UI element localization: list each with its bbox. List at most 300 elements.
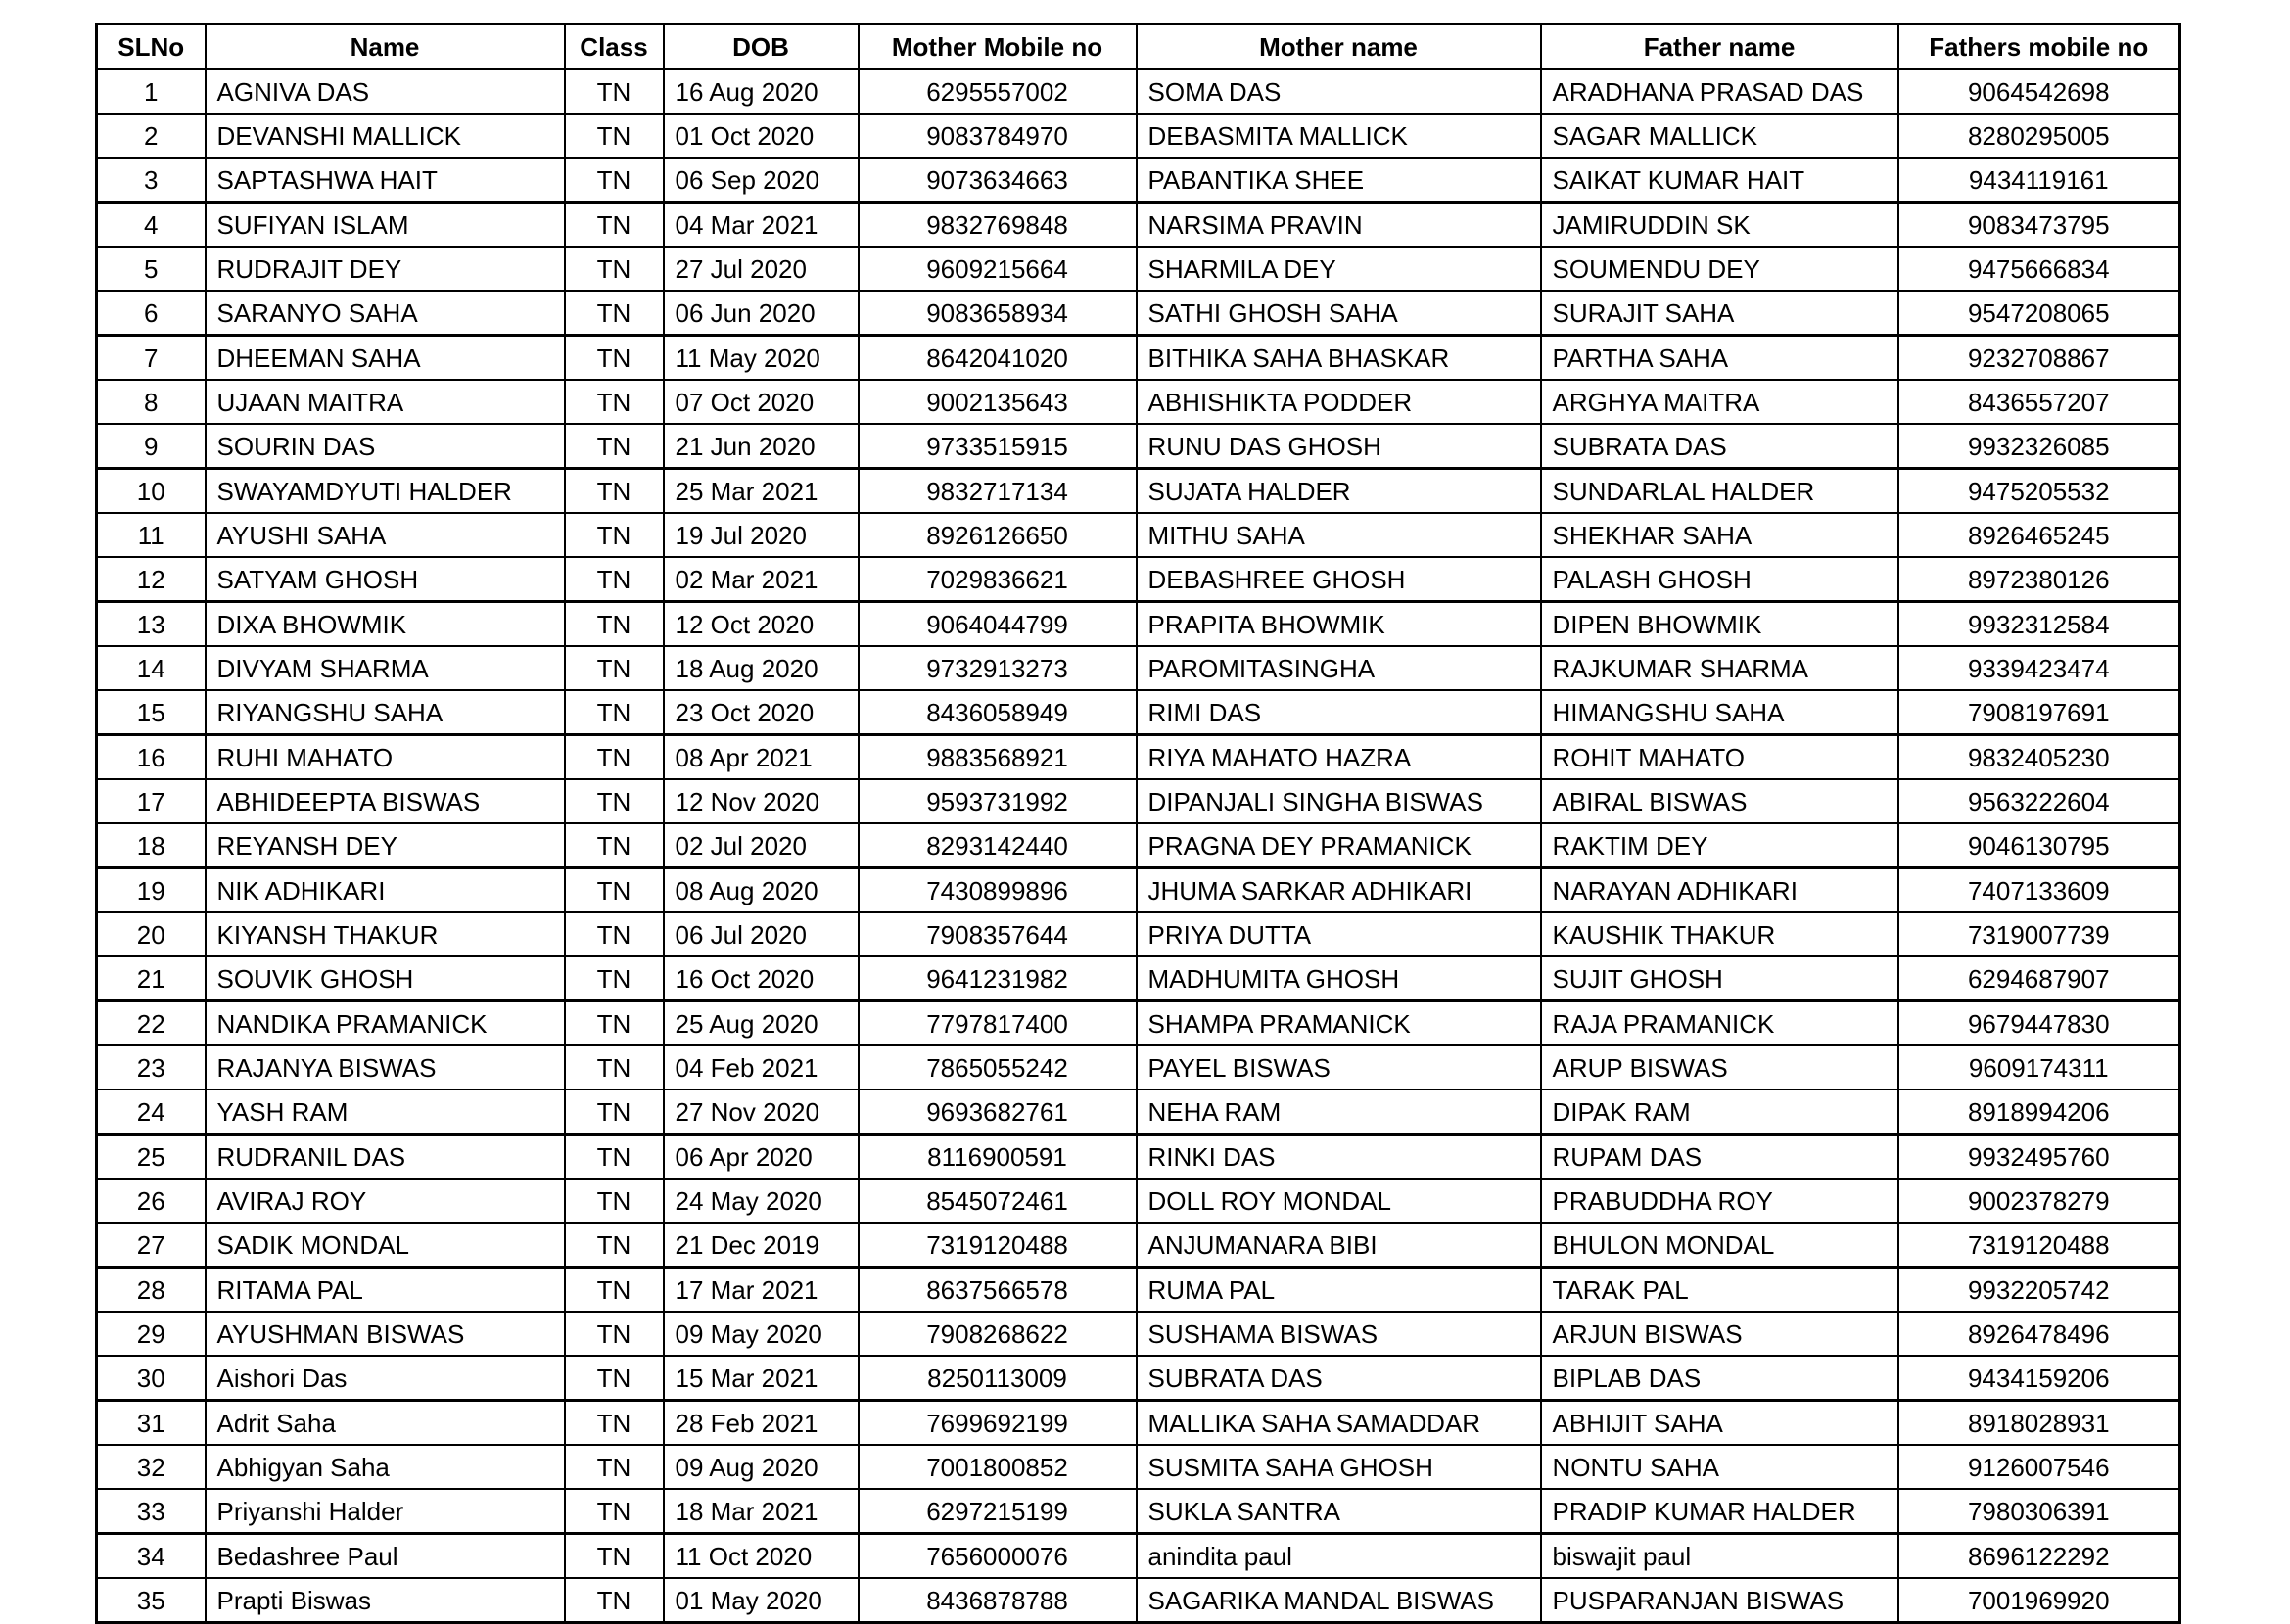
cell: TN bbox=[565, 70, 664, 115]
cell: 7319120488 bbox=[859, 1223, 1137, 1268]
col-header-name: Name bbox=[206, 24, 565, 70]
cell: 12 Oct 2020 bbox=[664, 602, 859, 647]
cell: 27 bbox=[97, 1223, 206, 1268]
cell: DOLL ROY MONDAL bbox=[1137, 1179, 1541, 1223]
cell: 8 bbox=[97, 380, 206, 424]
cell: ANJUMANARA BIBI bbox=[1137, 1223, 1541, 1268]
cell: PUSPARANJAN BISWAS bbox=[1541, 1578, 1898, 1623]
cell: 8280295005 bbox=[1898, 114, 2180, 158]
table-row bbox=[97, 1001, 2180, 1046]
table-row bbox=[97, 1401, 2180, 1446]
cell: PAYEL BISWAS bbox=[1137, 1045, 1541, 1090]
table-row bbox=[97, 336, 2180, 381]
cell: SAGARIKA MANDAL BISWAS bbox=[1137, 1578, 1541, 1623]
cell: 9733515915 bbox=[859, 424, 1137, 469]
table-row bbox=[97, 70, 2180, 115]
cell: 9932495760 bbox=[1898, 1135, 2180, 1180]
table-row bbox=[97, 602, 2180, 647]
cell: TN bbox=[565, 956, 664, 1001]
col-header-mother-name: Mother name bbox=[1137, 24, 1541, 70]
cell: 20 bbox=[97, 912, 206, 956]
cell: TN bbox=[565, 779, 664, 823]
cell: YASH RAM bbox=[206, 1090, 565, 1135]
cell: 7980306391 bbox=[1898, 1489, 2180, 1534]
cell: RUMA PAL bbox=[1137, 1268, 1541, 1313]
table-row bbox=[97, 735, 2180, 780]
table-row bbox=[97, 1578, 2180, 1623]
table-row bbox=[97, 1534, 2180, 1579]
cell: 10 bbox=[97, 469, 206, 514]
cell: 21 bbox=[97, 956, 206, 1001]
cell: 8436878788 bbox=[859, 1578, 1137, 1623]
cell: NARAYAN ADHIKARI bbox=[1541, 868, 1898, 913]
cell: 28 bbox=[97, 1268, 206, 1313]
cell: 29 bbox=[97, 1312, 206, 1356]
cell: ABHISHIKTA PODDER bbox=[1137, 380, 1541, 424]
cell: 06 Jul 2020 bbox=[664, 912, 859, 956]
cell: RUHI MAHATO bbox=[206, 735, 565, 780]
table-row bbox=[97, 247, 2180, 291]
cell: 18 Mar 2021 bbox=[664, 1489, 859, 1534]
table-row bbox=[97, 203, 2180, 248]
cell: SUJATA HALDER bbox=[1137, 469, 1541, 514]
cell: SUSHAMA BISWAS bbox=[1137, 1312, 1541, 1356]
cell: SUKLA SANTRA bbox=[1137, 1489, 1541, 1534]
cell: 18 bbox=[97, 823, 206, 868]
cell: KIYANSH THAKUR bbox=[206, 912, 565, 956]
cell: 16 Oct 2020 bbox=[664, 956, 859, 1001]
cell: 24 May 2020 bbox=[664, 1179, 859, 1223]
cell: 8637566578 bbox=[859, 1268, 1137, 1313]
cell: PRABUDDHA ROY bbox=[1541, 1179, 1898, 1223]
cell: SURAJIT SAHA bbox=[1541, 291, 1898, 336]
table-row bbox=[97, 1135, 2180, 1180]
cell: 9679447830 bbox=[1898, 1001, 2180, 1046]
cell: 9932205742 bbox=[1898, 1268, 2180, 1313]
cell: DHEEMAN SAHA bbox=[206, 336, 565, 381]
cell: 8972380126 bbox=[1898, 557, 2180, 602]
cell: AYUSHI SAHA bbox=[206, 513, 565, 557]
cell: DEBASMITA MALLICK bbox=[1137, 114, 1541, 158]
cell: 9609174311 bbox=[1898, 1045, 2180, 1090]
cell: TN bbox=[565, 1356, 664, 1401]
cell: 21 Jun 2020 bbox=[664, 424, 859, 469]
cell: SOUMENDU DEY bbox=[1541, 247, 1898, 291]
cell: PAROMITASINGHA bbox=[1137, 646, 1541, 690]
cell: TN bbox=[565, 557, 664, 602]
cell: TARAK PAL bbox=[1541, 1268, 1898, 1313]
cell: 9083658934 bbox=[859, 291, 1137, 336]
cell: MITHU SAHA bbox=[1137, 513, 1541, 557]
table-row bbox=[97, 1312, 2180, 1356]
cell: AYUSHMAN BISWAS bbox=[206, 1312, 565, 1356]
cell: 8926465245 bbox=[1898, 513, 2180, 557]
cell: SARANYO SAHA bbox=[206, 291, 565, 336]
cell: PARTHA SAHA bbox=[1541, 336, 1898, 381]
cell: 4 bbox=[97, 203, 206, 248]
col-header-class: Class bbox=[565, 24, 664, 70]
cell: 9732913273 bbox=[859, 646, 1137, 690]
cell: 12 Nov 2020 bbox=[664, 779, 859, 823]
cell: 7699692199 bbox=[859, 1401, 1137, 1446]
cell: 8696122292 bbox=[1898, 1534, 2180, 1579]
header-row bbox=[97, 24, 2180, 70]
cell: 21 Dec 2019 bbox=[664, 1223, 859, 1268]
cell: 13 bbox=[97, 602, 206, 647]
cell: 8918994206 bbox=[1898, 1090, 2180, 1135]
cell: DEBASHREE GHOSH bbox=[1137, 557, 1541, 602]
cell: RUNU DAS GHOSH bbox=[1137, 424, 1541, 469]
cell: TN bbox=[565, 1001, 664, 1046]
cell: 8436557207 bbox=[1898, 380, 2180, 424]
cell: RUDRAJIT DEY bbox=[206, 247, 565, 291]
cell: 9073634663 bbox=[859, 158, 1137, 203]
cell: 9475205532 bbox=[1898, 469, 2180, 514]
cell: SAGAR MALLICK bbox=[1541, 114, 1898, 158]
cell: 07 Oct 2020 bbox=[664, 380, 859, 424]
cell: ARGHYA MAITRA bbox=[1541, 380, 1898, 424]
cell: PABANTIKA SHEE bbox=[1137, 158, 1541, 203]
cell: 9547208065 bbox=[1898, 291, 2180, 336]
cell: TN bbox=[565, 1268, 664, 1313]
cell: SUSMITA SAHA GHOSH bbox=[1137, 1445, 1541, 1489]
cell: ABIRAL BISWAS bbox=[1541, 779, 1898, 823]
cell: 08 Aug 2020 bbox=[664, 868, 859, 913]
cell: 9064542698 bbox=[1898, 70, 2180, 115]
cell: 16 Aug 2020 bbox=[664, 70, 859, 115]
cell: SADIK MONDAL bbox=[206, 1223, 565, 1268]
table-body bbox=[97, 70, 2180, 1623]
cell: 7029836621 bbox=[859, 557, 1137, 602]
table-row bbox=[97, 646, 2180, 690]
cell: 27 Jul 2020 bbox=[664, 247, 859, 291]
cell: 9083784970 bbox=[859, 114, 1137, 158]
cell: PRIYA DUTTA bbox=[1137, 912, 1541, 956]
cell: 09 Aug 2020 bbox=[664, 1445, 859, 1489]
cell: REYANSH DEY bbox=[206, 823, 565, 868]
cell: PRADIP KUMAR HALDER bbox=[1541, 1489, 1898, 1534]
cell: SAIKAT KUMAR HAIT bbox=[1541, 158, 1898, 203]
cell: 9 bbox=[97, 424, 206, 469]
cell: 9832717134 bbox=[859, 469, 1137, 514]
cell: 01 Oct 2020 bbox=[664, 114, 859, 158]
cell: RAJA PRAMANICK bbox=[1541, 1001, 1898, 1046]
table-row bbox=[97, 1090, 2180, 1135]
col-header-slno: SLNo bbox=[97, 24, 206, 70]
cell: ARUP BISWAS bbox=[1541, 1045, 1898, 1090]
cell: 9475666834 bbox=[1898, 247, 2180, 291]
cell: SOURIN DAS bbox=[206, 424, 565, 469]
cell: TN bbox=[565, 1223, 664, 1268]
cell: TN bbox=[565, 1578, 664, 1623]
cell: 9232708867 bbox=[1898, 336, 2180, 381]
cell: biswajit paul bbox=[1541, 1534, 1898, 1579]
cell: DIXA BHOWMIK bbox=[206, 602, 565, 647]
cell: TN bbox=[565, 823, 664, 868]
cell: 02 Jul 2020 bbox=[664, 823, 859, 868]
cell: 02 Mar 2021 bbox=[664, 557, 859, 602]
cell: TN bbox=[565, 868, 664, 913]
cell: ROHIT MAHATO bbox=[1541, 735, 1898, 780]
cell: TN bbox=[565, 1534, 664, 1579]
table-row bbox=[97, 690, 2180, 735]
cell: 8293142440 bbox=[859, 823, 1137, 868]
cell: 22 bbox=[97, 1001, 206, 1046]
cell: TN bbox=[565, 380, 664, 424]
cell: 6 bbox=[97, 291, 206, 336]
cell: JHUMA SARKAR ADHIKARI bbox=[1137, 868, 1541, 913]
cell: 9002135643 bbox=[859, 380, 1137, 424]
cell: 15 Mar 2021 bbox=[664, 1356, 859, 1401]
cell: 3 bbox=[97, 158, 206, 203]
cell: 9046130795 bbox=[1898, 823, 2180, 868]
cell: RITAMA PAL bbox=[206, 1268, 565, 1313]
table-row bbox=[97, 1179, 2180, 1223]
cell: 04 Mar 2021 bbox=[664, 203, 859, 248]
cell: TN bbox=[565, 336, 664, 381]
cell: UJAAN MAITRA bbox=[206, 380, 565, 424]
cell: ABHIJIT SAHA bbox=[1541, 1401, 1898, 1446]
cell: 04 Feb 2021 bbox=[664, 1045, 859, 1090]
cell: ARJUN BISWAS bbox=[1541, 1312, 1898, 1356]
cell: PALASH GHOSH bbox=[1541, 557, 1898, 602]
table-row bbox=[97, 823, 2180, 868]
cell: 7319007739 bbox=[1898, 912, 2180, 956]
cell: 9593731992 bbox=[859, 779, 1137, 823]
cell: SHEKHAR SAHA bbox=[1541, 513, 1898, 557]
col-header-mother-mobile-no: Mother Mobile no bbox=[859, 24, 1137, 70]
cell: BHULON MONDAL bbox=[1541, 1223, 1898, 1268]
students-table bbox=[95, 23, 2181, 1624]
cell: 9932326085 bbox=[1898, 424, 2180, 469]
cell: RIMI DAS bbox=[1137, 690, 1541, 735]
cell: SHAMPA PRAMANICK bbox=[1137, 1001, 1541, 1046]
cell: 8436058949 bbox=[859, 690, 1137, 735]
cell: SOMA DAS bbox=[1137, 70, 1541, 115]
cell: 06 Apr 2020 bbox=[664, 1135, 859, 1180]
cell: 9932312584 bbox=[1898, 602, 2180, 647]
cell: TN bbox=[565, 1445, 664, 1489]
cell: 11 bbox=[97, 513, 206, 557]
cell: RUDRANIL DAS bbox=[206, 1135, 565, 1180]
cell: 23 Oct 2020 bbox=[664, 690, 859, 735]
cell: 8918028931 bbox=[1898, 1401, 2180, 1446]
cell: 7908357644 bbox=[859, 912, 1137, 956]
cell: SUBRATA DAS bbox=[1137, 1356, 1541, 1401]
cell: 7001800852 bbox=[859, 1445, 1137, 1489]
table-row bbox=[97, 513, 2180, 557]
table-row bbox=[97, 1356, 2180, 1401]
cell: SUFIYAN ISLAM bbox=[206, 203, 565, 248]
cell: 06 Sep 2020 bbox=[664, 158, 859, 203]
cell: SUNDARLAL HALDER bbox=[1541, 469, 1898, 514]
cell: 8926478496 bbox=[1898, 1312, 2180, 1356]
cell: SHARMILA DEY bbox=[1137, 247, 1541, 291]
cell: BIPLAB DAS bbox=[1541, 1356, 1898, 1401]
table-row bbox=[97, 956, 2180, 1001]
cell: 19 bbox=[97, 868, 206, 913]
cell: 8545072461 bbox=[859, 1179, 1137, 1223]
table-row bbox=[97, 114, 2180, 158]
cell: 9693682761 bbox=[859, 1090, 1137, 1135]
cell: DIVYAM SHARMA bbox=[206, 646, 565, 690]
cell: TN bbox=[565, 291, 664, 336]
cell: RAJKUMAR SHARMA bbox=[1541, 646, 1898, 690]
cell: 23 bbox=[97, 1045, 206, 1090]
cell: 11 May 2020 bbox=[664, 336, 859, 381]
cell: 7430899896 bbox=[859, 868, 1137, 913]
cell: TN bbox=[565, 602, 664, 647]
cell: TN bbox=[565, 114, 664, 158]
cell: 30 bbox=[97, 1356, 206, 1401]
cell: TN bbox=[565, 513, 664, 557]
cell: TN bbox=[565, 1401, 664, 1446]
cell: 25 Mar 2021 bbox=[664, 469, 859, 514]
cell: 28 Feb 2021 bbox=[664, 1401, 859, 1446]
cell: 7407133609 bbox=[1898, 868, 2180, 913]
cell: TN bbox=[565, 1135, 664, 1180]
cell: HIMANGSHU SAHA bbox=[1541, 690, 1898, 735]
cell: 25 Aug 2020 bbox=[664, 1001, 859, 1046]
table-row bbox=[97, 469, 2180, 514]
table-row bbox=[97, 291, 2180, 336]
table-row bbox=[97, 557, 2180, 602]
cell: 9083473795 bbox=[1898, 203, 2180, 248]
cell: TN bbox=[565, 469, 664, 514]
table-row bbox=[97, 1223, 2180, 1268]
cell: TN bbox=[565, 1090, 664, 1135]
cell: 25 bbox=[97, 1135, 206, 1180]
cell: 8642041020 bbox=[859, 336, 1137, 381]
cell: TN bbox=[565, 912, 664, 956]
cell: 7319120488 bbox=[1898, 1223, 2180, 1268]
cell: TN bbox=[565, 424, 664, 469]
table-row bbox=[97, 380, 2180, 424]
cell: TN bbox=[565, 1179, 664, 1223]
cell: 26 bbox=[97, 1179, 206, 1223]
cell: 9832405230 bbox=[1898, 735, 2180, 780]
cell: 9434119161 bbox=[1898, 158, 2180, 203]
cell: Abhigyan Saha bbox=[206, 1445, 565, 1489]
table-row bbox=[97, 868, 2180, 913]
table-header bbox=[97, 24, 2180, 70]
cell: 6294687907 bbox=[1898, 956, 2180, 1001]
cell: 33 bbox=[97, 1489, 206, 1534]
table-row bbox=[97, 1268, 2180, 1313]
cell: 06 Jun 2020 bbox=[664, 291, 859, 336]
cell: 7656000076 bbox=[859, 1534, 1137, 1579]
cell: RUPAM DAS bbox=[1541, 1135, 1898, 1180]
cell: Adrit Saha bbox=[206, 1401, 565, 1446]
cell: 34 bbox=[97, 1534, 206, 1579]
cell: DIPANJALI SINGHA BISWAS bbox=[1137, 779, 1541, 823]
cell: DEVANSHI MALLICK bbox=[206, 114, 565, 158]
cell: 31 bbox=[97, 1401, 206, 1446]
cell: MADHUMITA GHOSH bbox=[1137, 956, 1541, 1001]
table-row bbox=[97, 912, 2180, 956]
cell: TN bbox=[565, 203, 664, 248]
cell: SUBRATA DAS bbox=[1541, 424, 1898, 469]
cell: JAMIRUDDIN SK bbox=[1541, 203, 1898, 248]
cell: 17 Mar 2021 bbox=[664, 1268, 859, 1313]
col-header-father-name: Father name bbox=[1541, 24, 1898, 70]
cell: 9126007546 bbox=[1898, 1445, 2180, 1489]
cell: 9883568921 bbox=[859, 735, 1137, 780]
table-row bbox=[97, 1045, 2180, 1090]
cell: 7908268622 bbox=[859, 1312, 1137, 1356]
cell: 12 bbox=[97, 557, 206, 602]
cell: SUJIT GHOSH bbox=[1541, 956, 1898, 1001]
cell: 1 bbox=[97, 70, 206, 115]
cell: Bedashree Paul bbox=[206, 1534, 565, 1579]
cell: SWAYAMDYUTI HALDER bbox=[206, 469, 565, 514]
cell: DIPEN BHOWMIK bbox=[1541, 602, 1898, 647]
cell: 15 bbox=[97, 690, 206, 735]
cell: ABHIDEEPTA BISWAS bbox=[206, 779, 565, 823]
cell: RIYA MAHATO HAZRA bbox=[1137, 735, 1541, 780]
cell: SATHI GHOSH SAHA bbox=[1137, 291, 1541, 336]
cell: AGNIVA DAS bbox=[206, 70, 565, 115]
cell: 9563222604 bbox=[1898, 779, 2180, 823]
cell: 9339423474 bbox=[1898, 646, 2180, 690]
col-header-fathers-mobile-no: Fathers mobile no bbox=[1898, 24, 2180, 70]
cell: 7865055242 bbox=[859, 1045, 1137, 1090]
cell: TN bbox=[565, 646, 664, 690]
cell: NANDIKA PRAMANICK bbox=[206, 1001, 565, 1046]
cell: RAKTIM DEY bbox=[1541, 823, 1898, 868]
cell: 01 May 2020 bbox=[664, 1578, 859, 1623]
cell: 7797817400 bbox=[859, 1001, 1137, 1046]
cell: 8250113009 bbox=[859, 1356, 1137, 1401]
cell: SOUVIK GHOSH bbox=[206, 956, 565, 1001]
cell: DIPAK RAM bbox=[1541, 1090, 1898, 1135]
table-row bbox=[97, 779, 2180, 823]
table-row bbox=[97, 1445, 2180, 1489]
cell: RIYANGSHU SAHA bbox=[206, 690, 565, 735]
cell: TN bbox=[565, 247, 664, 291]
cell: PRAGNA DEY PRAMANICK bbox=[1137, 823, 1541, 868]
cell: 11 Oct 2020 bbox=[664, 1534, 859, 1579]
cell: 17 bbox=[97, 779, 206, 823]
cell: RAJANYA BISWAS bbox=[206, 1045, 565, 1090]
cell: 24 bbox=[97, 1090, 206, 1135]
table-row bbox=[97, 424, 2180, 469]
cell: 18 Aug 2020 bbox=[664, 646, 859, 690]
cell: 32 bbox=[97, 1445, 206, 1489]
cell: NEHA RAM bbox=[1137, 1090, 1541, 1135]
cell: 2 bbox=[97, 114, 206, 158]
cell: 9832769848 bbox=[859, 203, 1137, 248]
cell: TN bbox=[565, 735, 664, 780]
cell: ARADHANA PRASAD DAS bbox=[1541, 70, 1898, 115]
cell: NARSIMA PRAVIN bbox=[1137, 203, 1541, 248]
cell: TN bbox=[565, 1045, 664, 1090]
table-row bbox=[97, 158, 2180, 203]
cell: 5 bbox=[97, 247, 206, 291]
cell: PRAPITA BHOWMIK bbox=[1137, 602, 1541, 647]
cell: AVIRAJ ROY bbox=[206, 1179, 565, 1223]
cell: BITHIKA SAHA BHASKAR bbox=[1137, 336, 1541, 381]
cell: 9064044799 bbox=[859, 602, 1137, 647]
cell: 16 bbox=[97, 735, 206, 780]
cell: 19 Jul 2020 bbox=[664, 513, 859, 557]
col-header-dob: DOB bbox=[664, 24, 859, 70]
cell: TN bbox=[565, 1489, 664, 1534]
cell: 9641231982 bbox=[859, 956, 1137, 1001]
cell: 7 bbox=[97, 336, 206, 381]
cell: 8926126650 bbox=[859, 513, 1137, 557]
cell: 14 bbox=[97, 646, 206, 690]
